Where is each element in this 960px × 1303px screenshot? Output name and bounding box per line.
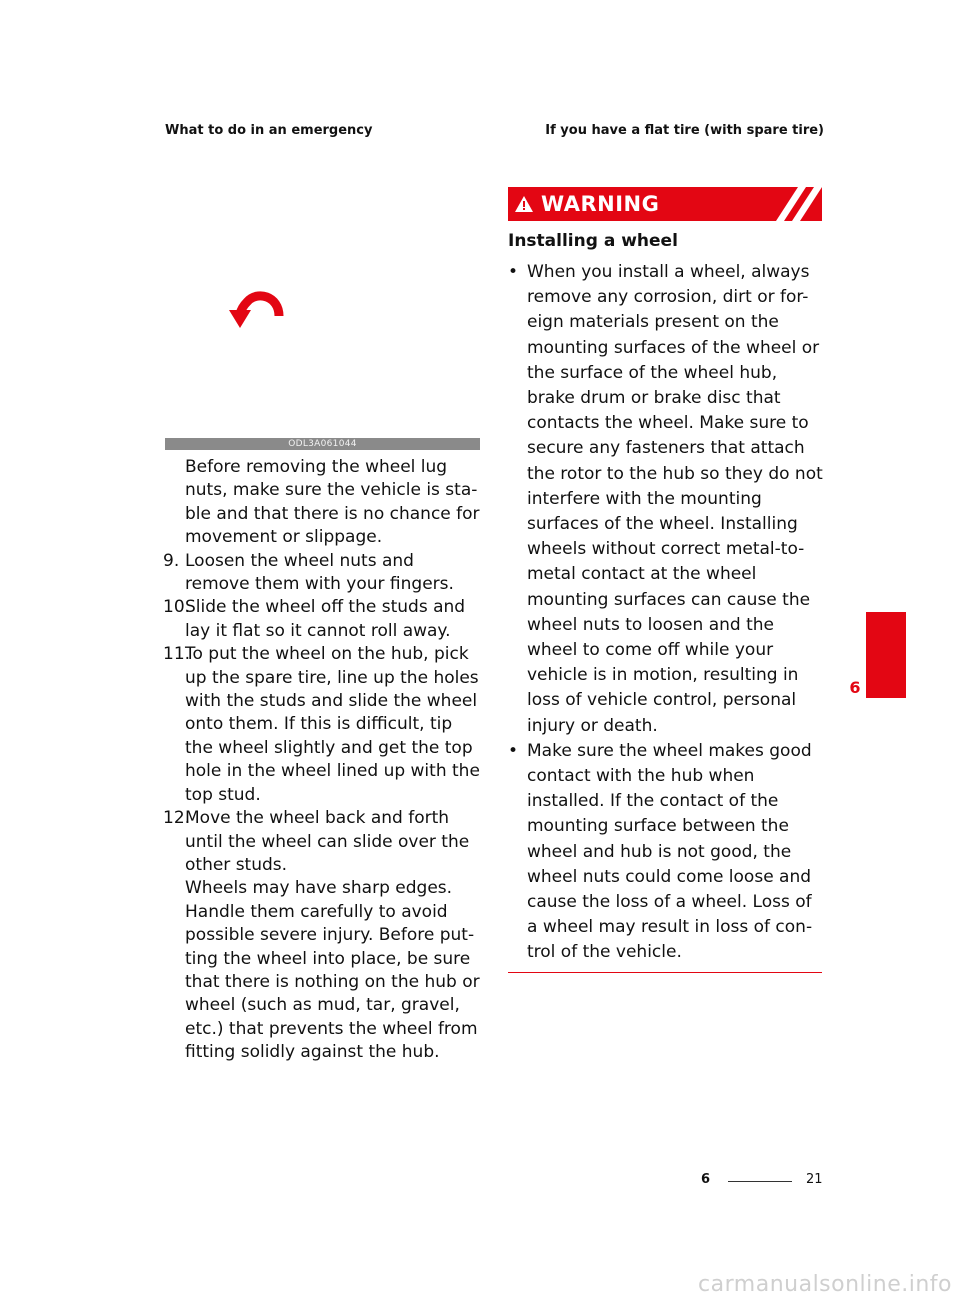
step-item	[163, 550, 481, 597]
step-text: To put the wheel on the hub, pick up the spare tire, line up the holes with the studs and slide the wheel onto them. If this is difficult, tip the wheel slightly and get the top hole in the wheel lined up with the top stud.	[185, 644, 480, 805]
warning-banner	[508, 187, 822, 221]
step-text: Slide the wheel off the studs and lay it flat so it cannot roll away.	[185, 597, 466, 641]
bullet-marker: •	[508, 262, 519, 282]
diagonal-stripes	[762, 187, 822, 221]
bullet-text: Make sure the wheel makes good contact with the hub when installed. If the contact of the mounting surface between the wheel and hub is not good, the wheel nuts could come loose and cause the loss of a wheel. Loss of a wheel may result in loss of con-trol of the vehicle.	[527, 740, 813, 963]
footer-chapter: 6	[701, 1172, 711, 1187]
procedure-text	[163, 456, 481, 1065]
step-number: 10.	[163, 597, 191, 618]
chapter-tab-number: 6	[849, 678, 861, 697]
warning-title: WARNING	[541, 192, 660, 216]
warning-body	[508, 228, 826, 966]
step-number: 11.	[163, 644, 191, 665]
header-section-title: What to do in an emergency	[165, 123, 373, 138]
warning-bullet	[508, 739, 826, 966]
step-number: 9.	[163, 550, 180, 571]
step-item	[163, 596, 481, 643]
step-text: Loosen the wheel nuts and remove them with your fingers.	[185, 550, 454, 595]
chapter-tab	[866, 612, 906, 698]
bullet-text: When you install a wheel, always remove any corrosion, dirt or for-eign materials present on the mounting surfaces of the wheel or the surface of the wheel hub, brake drum or brake disc that contacts the wheel. Make sure to secure any fasteners that attach the rotor to the hub so they do not interfere with the mounting surfaces of the wheel. Installing wheels without correct metal-to-metal contact at the wheel mounting surfaces can cause the wheel nuts to loosen and the wheel to come off while your vehicle is in motion, resulting in loss of vehicle control, personal injury or death.	[527, 262, 823, 736]
watermark: carmanualsonline.info	[698, 1272, 952, 1297]
warning-bullet	[508, 260, 826, 739]
header-page-title: If you have a flat tire (with spare tire)	[545, 123, 824, 138]
step-item	[163, 643, 481, 807]
step-item	[163, 807, 481, 877]
footer-divider	[728, 1181, 792, 1182]
footer-page-number: 21	[806, 1172, 823, 1187]
step-number: 12.	[163, 808, 191, 829]
figure-code: ODL3A061044	[165, 438, 480, 450]
curved-arrow-icon	[227, 288, 289, 338]
warning-subtitle: Installing a wheel	[508, 231, 678, 251]
warning-triangle-icon	[515, 196, 533, 212]
illustration	[165, 160, 480, 450]
step-text: Move the wheel back and forth until the wheel can slide over the other studs.	[185, 808, 470, 875]
note-paragraph: Wheels may have sharp edges. Handle them carefully to avoid possible severe injury. Before put-ting the wheel into place, be sure that there is nothing on the hub or wheel (such as mud, tar, gravel, etc.) that prevents the wheel from fitting solidly against the hub.	[185, 878, 480, 1063]
intro-paragraph: Before removing the wheel lug nuts, make sure the vehicle is sta-ble and that there is no chance for movement or slippage.	[185, 457, 480, 548]
bullet-marker: •	[508, 740, 519, 761]
warning-end-rule	[508, 972, 822, 973]
